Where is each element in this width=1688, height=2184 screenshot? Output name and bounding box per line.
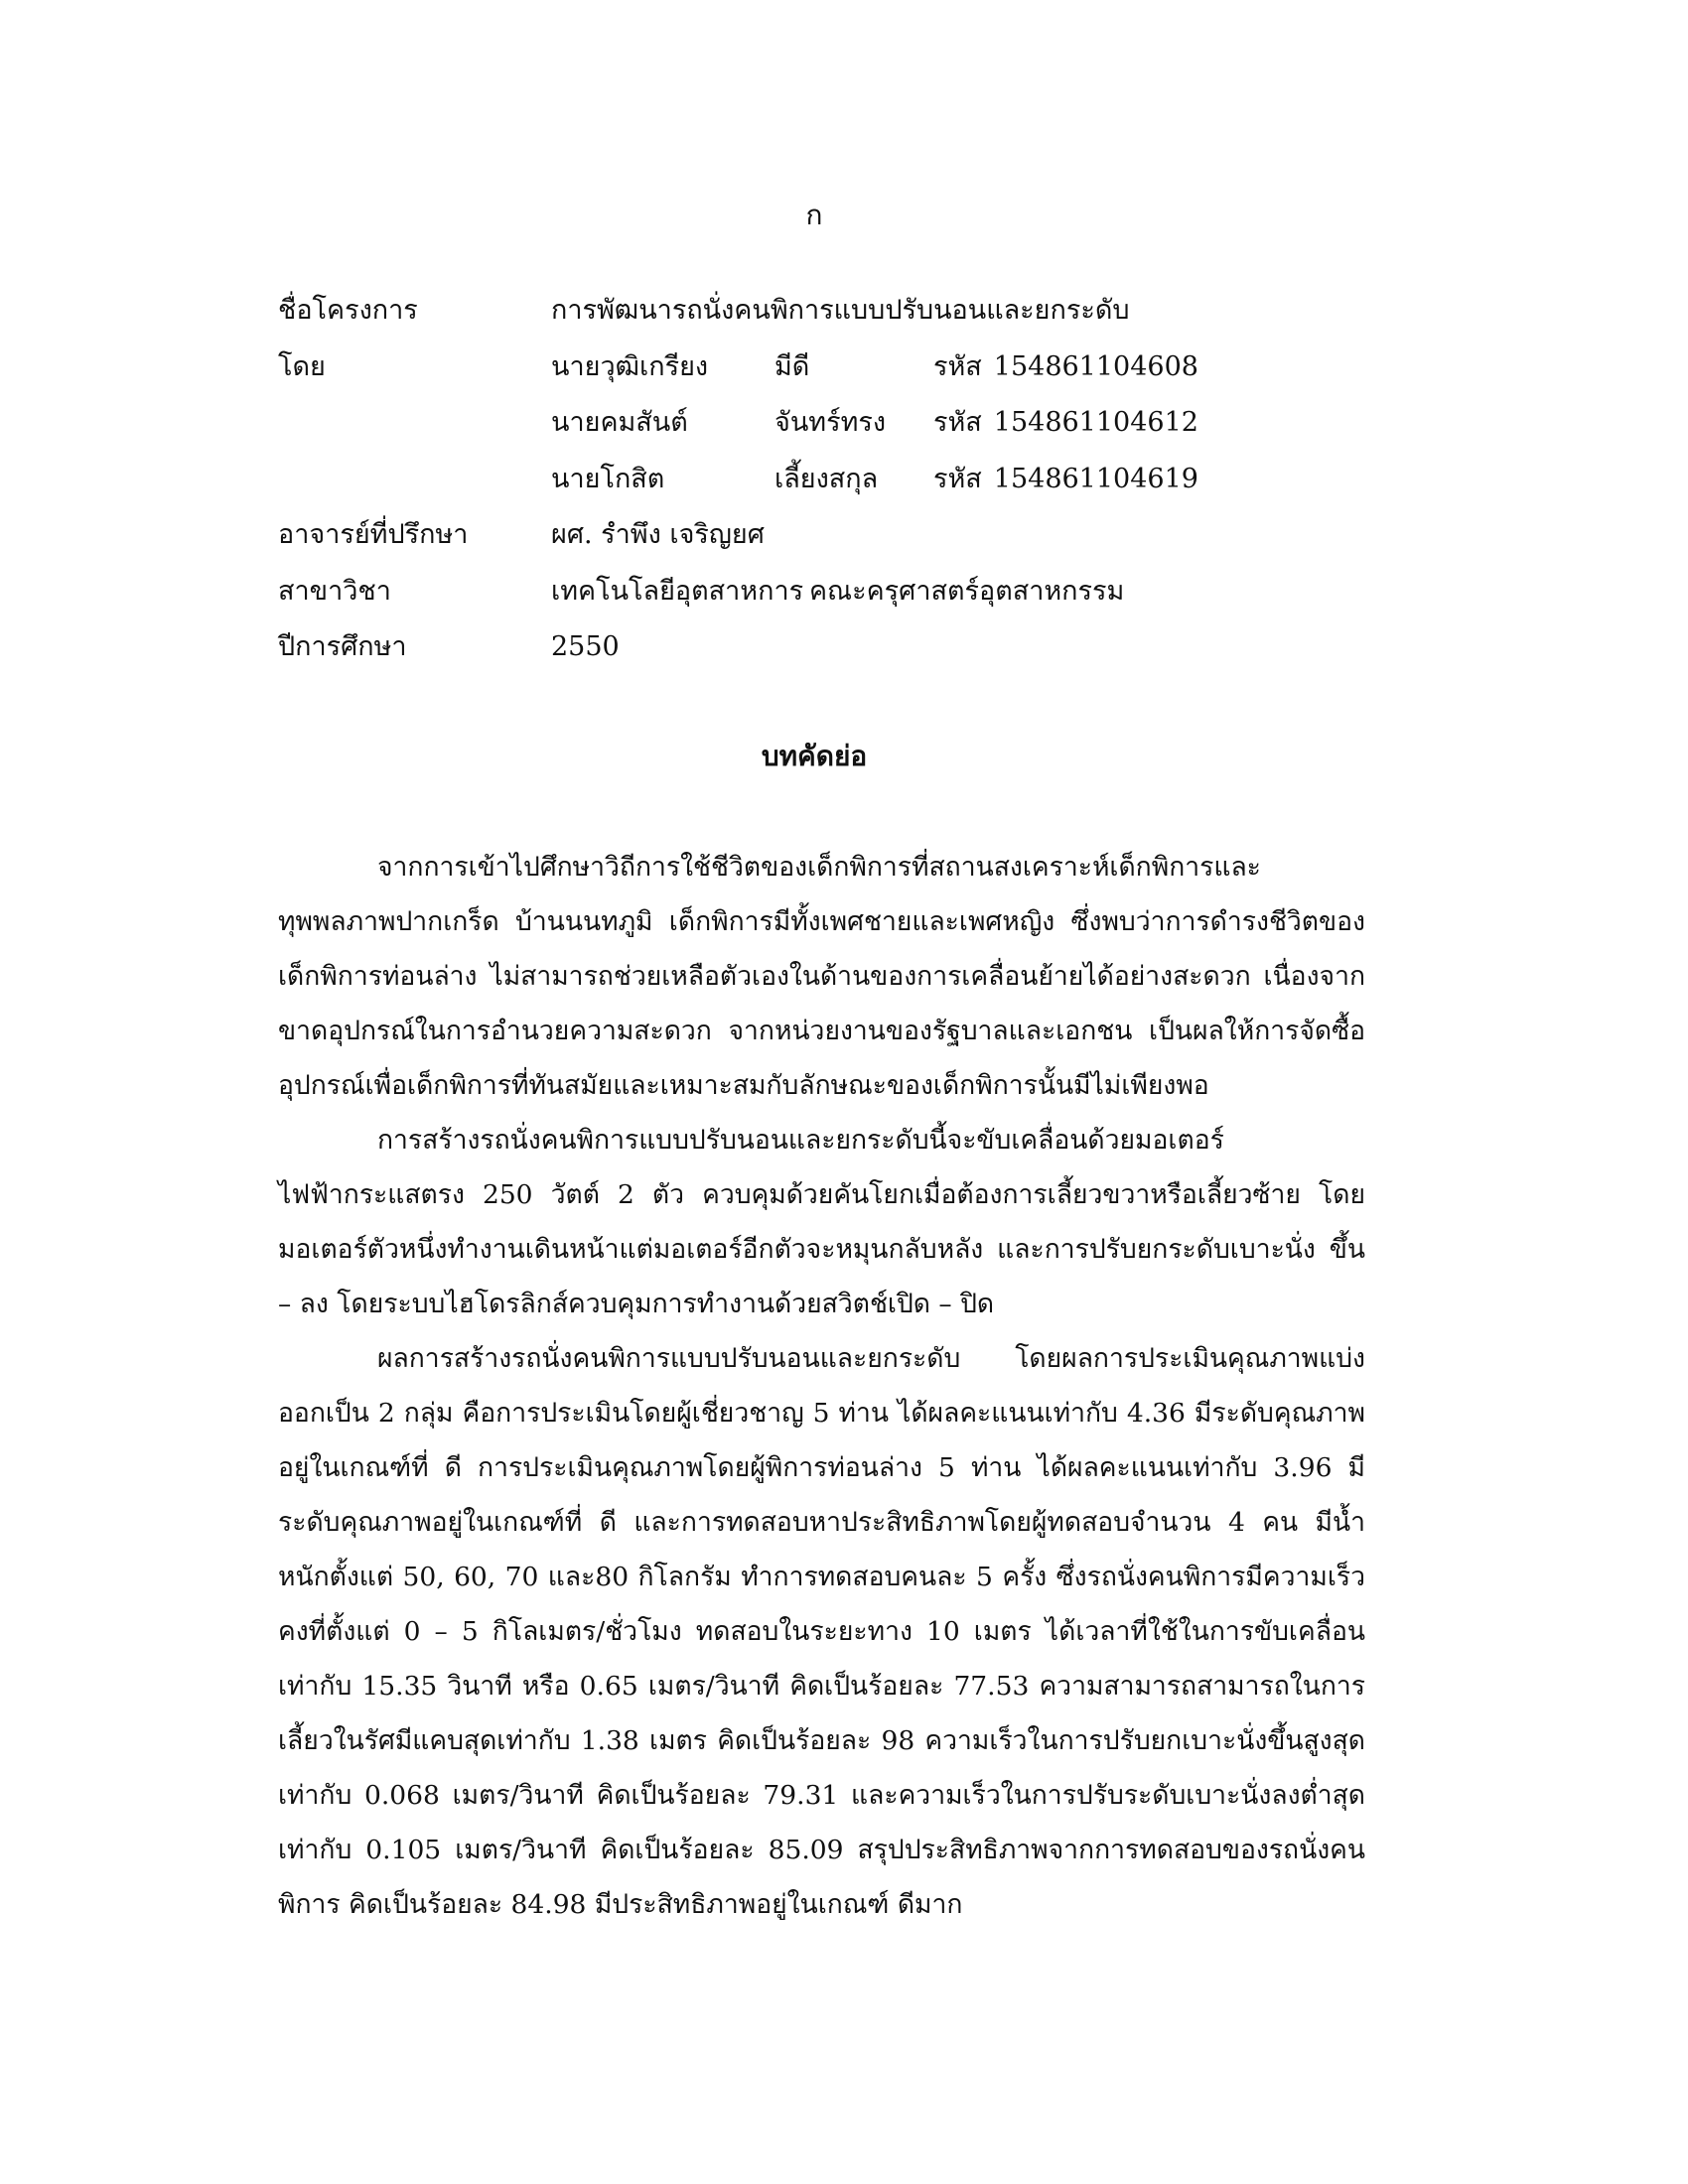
advisor-label: อาจารย์ที่ปรึกษา: [278, 519, 469, 550]
author-id-label: รหัส: [933, 463, 982, 494]
author-id-number: 154861104619: [993, 463, 1198, 494]
author-first-name: นายวุฒิเกรียง: [551, 350, 709, 382]
author-last-name: มีดี: [774, 350, 810, 382]
author-id: [933, 395, 1198, 451]
major-row: [278, 564, 1390, 620]
project-title-row: [278, 283, 1390, 340]
academic-year-row: [278, 619, 1390, 676]
by-label: โดย: [278, 350, 326, 382]
project-title-label: ชื่อโครงการ: [278, 295, 418, 326]
page-number: ก: [805, 199, 823, 231]
academic-year-label: ปีการศึกษา: [278, 631, 407, 662]
author-id: [933, 340, 1198, 395]
author-first-name: นายคมสันต์: [551, 407, 688, 438]
major-value: เทคโนโลยีอุตสาหการ: [551, 575, 804, 607]
author-row: [278, 395, 1390, 452]
author-last-name: จันทร์ทรง: [774, 407, 887, 438]
author-id-number: 154861104608: [993, 350, 1198, 382]
advisor-row: [278, 507, 1390, 564]
author-id-label: รหัส: [933, 350, 982, 382]
abstract-paragraph: จากการเข้าไปศึกษาวิถีการใช้ชีวิตของเด็กพิการที่สถานสงเคราะห์เด็กพิการและทุพพลภาพปากเกร็ด บ้านนนทภูมิ เด็กพิการมีทั้งเพศชายและเพศหญิง ซึ่งพบว่าการดำรงชีวิตของเด็กพิการท่อนล่าง ไม่สามารถช่วยเหลือตัวเองในด้านของการเคลื่อนย้ายได้อย่างสะดวก เนื่องจากขาดอุปกรณ์ในการอำนวยความสะดวก จากหน่วยงานของรัฐบาลและเอกชน เป็นผลให้การจัดซื้ออุปกรณ์เพื่อเด็กพิการที่ทันสมัยและเหมาะสมกับลักษณะของเด็กพิการนั้นมีไม่เพียงพอ: [278, 852, 1365, 1101]
abstract-body: [278, 840, 1365, 1932]
abstract-paragraph: การสร้างรถนั่งคนพิการแบบปรับนอนและยกระดับนี้จะขับเคลื่อนด้วยมอเตอร์ไฟฟ้ากระแสตรง 250 วัตต์ 2 ตัว ควบคุมด้วยคันโยกเมื่อต้องการเลี้ยวขวาหรือเลี้ยวซ้าย โดยมอเตอร์ตัวหนึ่งทำงานเดินหน้าแต่มอเตอร์อีกตัวจะหมุนกลับหลัง และการปรับยกระดับเบาะนั่ง ขึ้น – ลง โดยระบบไฮโดรลิกส์ควบคุมการทำงานด้วยสวิตช์เปิด – ปิด: [278, 1125, 1365, 1319]
author-id-label: รหัส: [933, 407, 982, 438]
author-id-number: 154861104612: [993, 407, 1198, 438]
abstract-paragraph: ผลการสร้างรถนั่งคนพิการแบบปรับนอนและยกระดับ โดยผลการประเมินคุณภาพแบ่งออกเป็น 2 กลุ่ม คือการประเมินโดยผู้เชี่ยวชาญ 5 ท่าน ได้ผลคะแนนเท่ากับ 4.36 มีระดับคุณภาพอยู่ในเกณฑ์ที่ ดี การประเมินคุณภาพโดยผู้พิการท่อนล่าง 5 ท่าน ได้ผลคะแนนเท่ากับ 3.96 มีระดับคุณภาพอยู่ในเกณฑ์ที่ ดี และการทดสอบหาประสิทธิภาพโดยผู้ทดสอบจำนวน 4 คน มีน้ำหนักตั้งแต่ 50, 60, 70 และ80 กิโลกรัม ทำการทดสอบคนละ 5 ครั้ง ซึ่งรถนั่งคนพิการมีความเร็วคงที่ตั้งแต่ 0 – 5 กิโลเมตร/ชั่วโมง ทดสอบในระยะทาง 10 เมตร ได้เวลาที่ใช้ในการขับเคลื่อนเท่ากับ 15.35 วินาที หรือ 0.65 เมตร/วินาที คิดเป็นร้อยละ 77.53 ความสามารถสามารถในการเลี้ยวในรัศมีแคบสุดเท่ากับ 1.38 เมตร คิดเป็นร้อยละ 98 ความเร็วในการปรับยกเบาะนั่งขึ้นสูงสุดเท่ากับ 0.068 เมตร/วินาที คิดเป็นร้อยละ 79.31 และความเร็วในการปรับระดับเบาะนั่งลงต่ำสุดเท่ากับ 0.105 เมตร/วินาที คิดเป็นร้อยละ 85.09 สรุปประสิทธิภาพจากการทดสอบของรถนั่งคนพิการ คิดเป็นร้อยละ 84.98 มีประสิทธิภาพอยู่ในเกณฑ์ ดีมาก: [278, 1343, 1365, 1920]
author-last-name: เลี้ยงสกุล: [774, 463, 879, 494]
advisor-value: ผศ. รำพึง เจริญยศ: [551, 519, 765, 550]
author-first-name: นายโกสิต: [551, 463, 665, 494]
major-label: สาขาวิชา: [278, 575, 391, 607]
author-id: [933, 452, 1198, 507]
project-info-block: [278, 283, 1390, 676]
project-title-value: การพัฒนารถนั่งคนพิการแบบปรับนอนและยกระดับ: [551, 295, 1130, 326]
author-row: [278, 452, 1390, 508]
academic-year-value: 2550: [551, 631, 620, 662]
abstract-title: บทคัดย่อ: [761, 740, 868, 772]
faculty-value: คณะครุศาสตร์อุตสาหกรรม: [809, 575, 1125, 607]
author-row: [278, 340, 1390, 396]
